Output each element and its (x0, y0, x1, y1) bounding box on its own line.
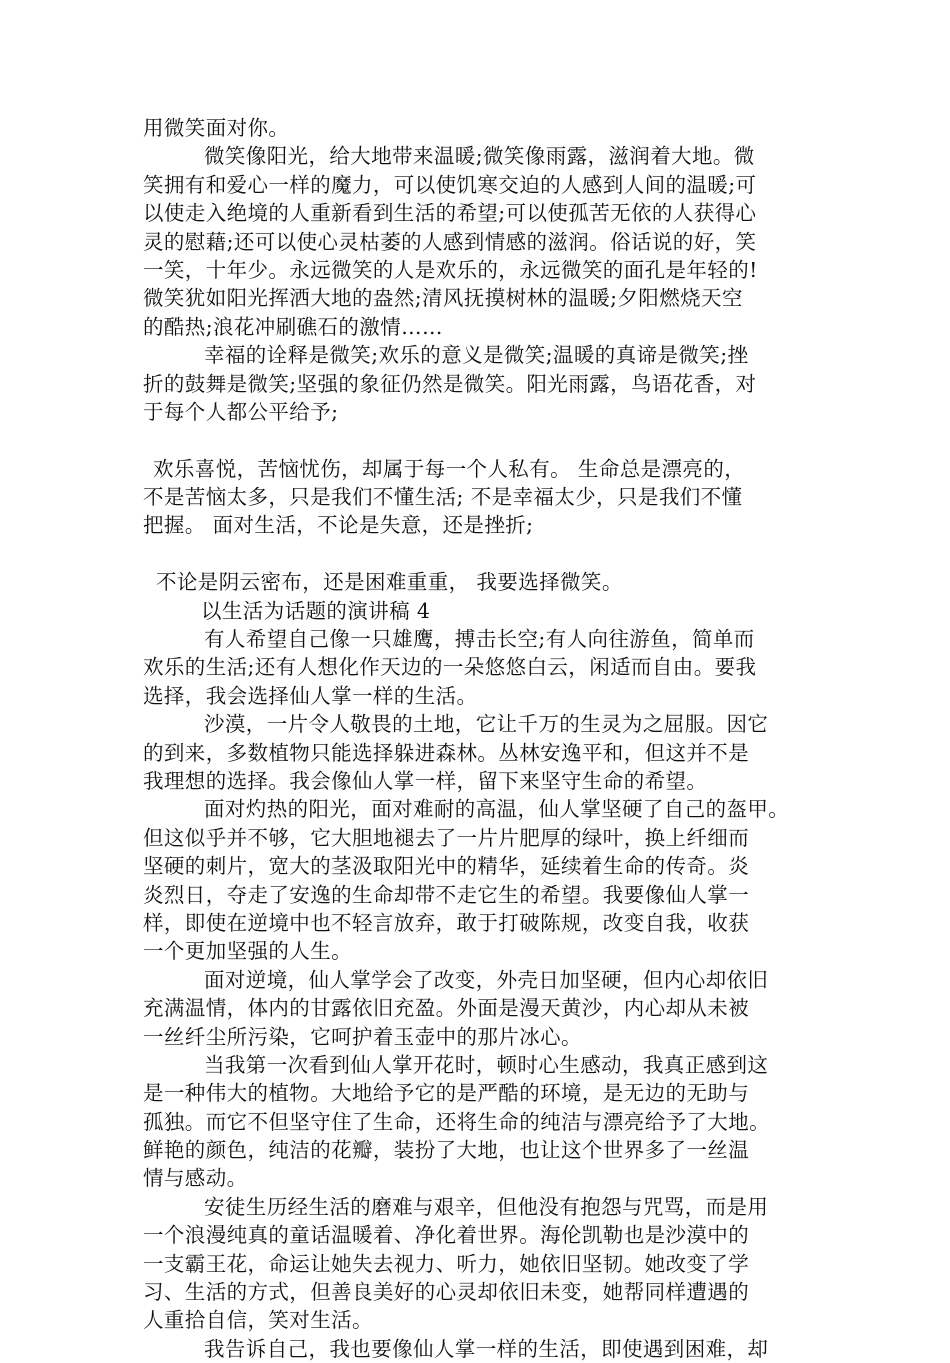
text-line: 人重拾自信，笑对生活。 (143, 1308, 373, 1333)
paragraph-first-line: 欢乐喜悦，苦恼忧伤，却属于每一个人私有。 生命总是漂亮的， (153, 456, 746, 481)
text-line: 的酷热;浪花冲刷礁石的激情…… (143, 314, 443, 339)
text-line: 但这似乎并不够，它大胆地褪去了一片片肥厚的绿叶，换上纤细而 (143, 825, 750, 850)
text-line: 用微笑面对你。 (143, 116, 290, 140)
paragraph-first-line: 微笑像阳光，给大地带来温暖;微笑像雨露，滋润着大地。微 (204, 144, 755, 169)
text-line: 习、生活的方式，但善良美好的心灵却依旧未变，她帮同样遭遇的 (143, 1280, 750, 1305)
paragraph-first-line: 我告诉自己，我也要像仙人掌一样的生活，即使遇到困难，却 (204, 1336, 769, 1361)
paragraph-first-line: 幸福的诠释是微笑;欢乐的意义是微笑;温暖的真谛是微笑;挫 (204, 343, 749, 368)
paragraph-first-line: 安徒生历经生活的磨难与艰辛，但他没有抱怨与咒骂，而是用 (204, 1194, 769, 1219)
text-line: 欢乐的生活;还有人想化作天边的一朵悠悠白云，闲适而自由。要我 (143, 655, 757, 680)
text-line: 不是苦恼太多，只是我们不懂生活; 不是幸福太少，只是我们不懂 (143, 485, 743, 510)
text-line: 情与感动。 (143, 1166, 248, 1191)
text-line: 样，即使在逆境中也不轻言放弃，敢于打破陈规，改变自我，收获 (143, 910, 750, 935)
section-title: 以生活为话题的演讲稿 4 (201, 598, 431, 623)
text-line: 一笑，十年少。永远微笑的人是欢乐的，永远微笑的面孔是年轻的! (143, 257, 758, 282)
text-line: 是一种伟大的植物。大地给予它的是严酷的环境，是无边的无助与 (143, 1081, 750, 1106)
paragraph-first-line: 不论是阴云密布，还是困难重重， 我要选择微笑。 (156, 570, 623, 595)
text-line: 一丝纤尘所污染，它呵护着玉壶中的那片冰心。 (143, 1024, 582, 1049)
paragraph-first-line: 当我第一次看到仙人掌开花时，顿时心生感动，我真正感到这 (204, 1052, 769, 1077)
text-line: 笑拥有和爱心一样的魔力，可以使饥寒交迫的人感到人间的温暖;可 (143, 172, 757, 197)
text-line: 微笑犹如阳光挥洒大地的盎然;清风抚摸树林的温暖;夕阳燃烧天空 (143, 286, 743, 311)
document-body (143, 114, 809, 1363)
text-line: 把握。 面对生活，不论是失意，还是挫折; (143, 513, 534, 538)
paragraph-first-line: 有人希望自己像一只雄鹰，搏击长空;有人向往游鱼，简单而 (204, 627, 755, 652)
blank-line (143, 540, 809, 568)
text-line: 我理想的选择。我会像仙人掌一样，留下来坚守生命的希望。 (143, 768, 708, 793)
text-line: 炎烈日，夺走了安逸的生命却带不走它生的希望。我要像仙人掌一 (143, 882, 750, 907)
text-line: 折的鼓舞是微笑;坚强的象征仍然是微笑。阳光雨露，鸟语花香，对 (143, 371, 757, 396)
text-line: 灵的慰藉;还可以使心灵枯萎的人感到情感的滋润。俗话说的好，笑 (143, 229, 757, 254)
paragraph-first-line: 面对逆境，仙人掌学会了改变，外壳日加坚硬，但内心却依旧 (204, 967, 769, 992)
text-line: 坚硬的刺片，宽大的茎汲取阳光中的精华，延续着生命的传奇。炎 (143, 854, 750, 879)
text-line: 一个浪漫纯真的童话温暖着、净化着世界。海伦凯勒也是沙漠中的 (143, 1223, 750, 1248)
text-line: 充满温情，体内的甘露依旧充盈。外面是漫天黄沙，内心却从未被 (143, 996, 750, 1021)
text-line: 以使走入绝境的人重新看到生活的希望;可以使孤苦无依的人获得心 (143, 201, 757, 226)
paragraph-first-line: 沙漠，一片令人敬畏的土地，它让千万的生灵为之屈服。因它 (204, 712, 769, 737)
text-line: 于每个人都公平给予; (143, 399, 339, 424)
text-line: 一支霸王花，命运让她失去视力、听力，她依旧坚韧。她改变了学 (143, 1251, 750, 1276)
paragraph-first-line: 面对灼热的阳光，面对难耐的高温，仙人掌坚硬了自己的盔甲。 (204, 797, 790, 822)
text-line: 鲜艳的颜色，纯洁的花瓣，装扮了大地，也让这个世界多了一丝温 (143, 1138, 750, 1163)
text-line: 选择，我会选择仙人掌一样的生活。 (143, 683, 478, 708)
blank-line (143, 426, 809, 454)
text-line: 孤独。而它不但坚守住了生命，还将生命的纯洁与漂亮给予了大地。 (143, 1109, 770, 1134)
text-line: 一个更加坚强的人生。 (143, 939, 352, 964)
text-line: 的到来，多数植物只能选择躲进森林。丛林安逸平和，但这并不是 (143, 740, 750, 765)
